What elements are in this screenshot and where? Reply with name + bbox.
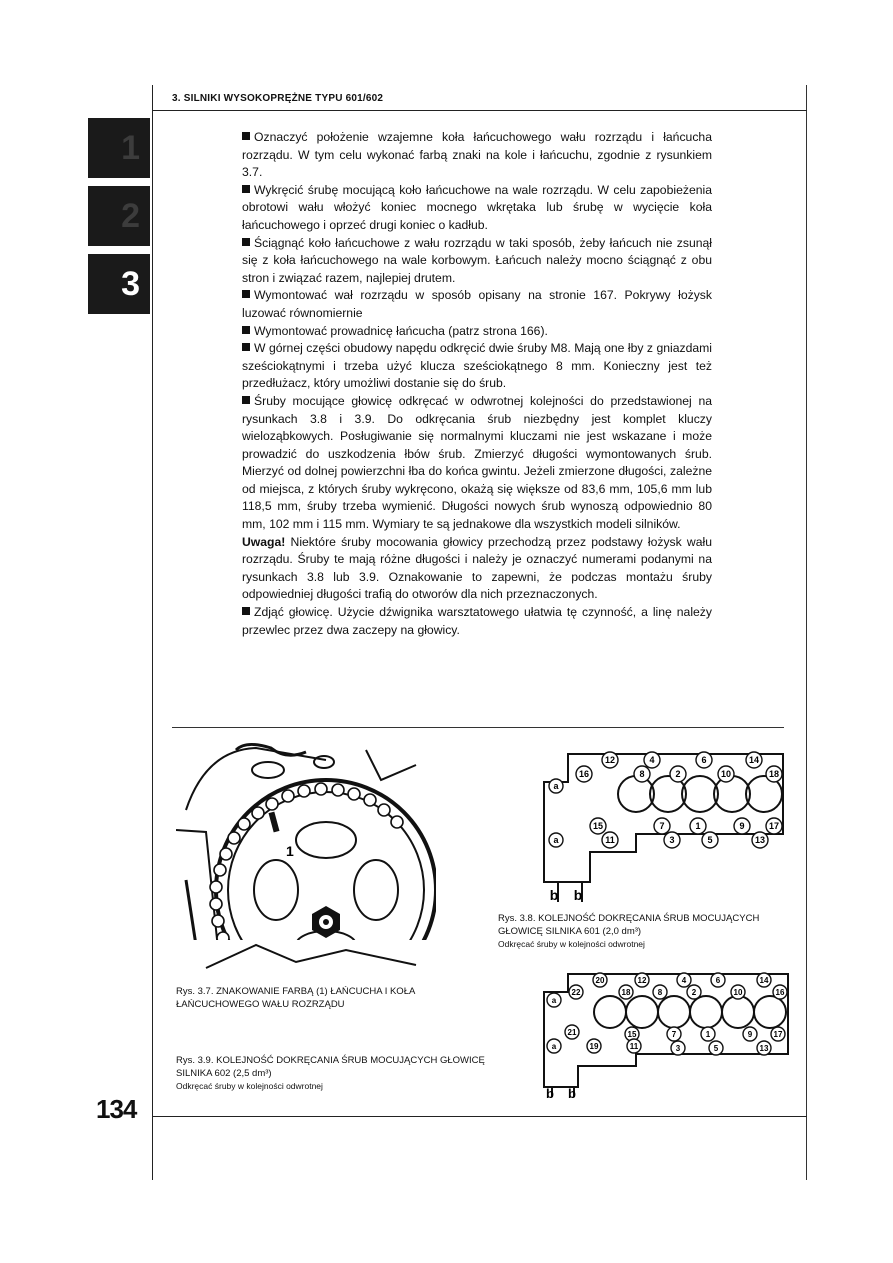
warning-paragraph: Uwaga! Niektóre śruby mocowania głowicy przechodzą przez podstawy łożysk wału rozrządu. Śruby te mają różne długości i należy je oznaczyć numerami podanymi na rysunkach 3.8 lub 3.9. Oznakowanie to zapewni, że podczas montażu śruby odpowiedniej długości trafią do otworów dla nich przeznaczonych.: [242, 534, 712, 602]
warning-label: Uwaga!: [242, 534, 286, 549]
fig39-low-1: 21: [567, 1028, 577, 1037]
fig39-top-1: 20: [595, 976, 605, 985]
bullet-icon: [242, 343, 250, 351]
fig38-side-a1: a: [553, 781, 559, 791]
fig39-top-3: 4: [681, 976, 687, 985]
bullet-icon: [242, 238, 250, 246]
fig39-mid-1: 22: [571, 988, 581, 997]
footer-divider: [152, 1116, 807, 1117]
fig39-low-6: 13: [759, 1044, 769, 1053]
section-header: 3. SILNIKI WYSOKOPRĘŻNE TYPU 601/602: [172, 93, 384, 104]
figure-divider: [172, 727, 784, 728]
fig39-side-b2: b: [568, 1086, 576, 1101]
fig38-mid-5: 18: [768, 769, 780, 779]
fig38-low-3: 5: [707, 835, 713, 845]
fig38-top-3: 6: [701, 755, 707, 765]
fig38-mid-3: 2: [675, 769, 681, 779]
fig39-mid-3: 8: [657, 988, 663, 997]
figure-3-9-note: Odkręcać śruby w kolejności odwrotnej: [176, 1081, 323, 1091]
bolt-sequence-601-diagram: [538, 742, 788, 907]
bullet-icon: [242, 396, 250, 404]
figure-3-8-note: Odkręcać śruby w kolejności odwrotnej: [498, 939, 645, 949]
fig39-side-a1: a: [551, 996, 557, 1005]
fig39-bottom-4: 9: [747, 1030, 753, 1039]
fig38-bottom-1: 15: [592, 821, 604, 831]
fig38-bottom-5: 17: [768, 821, 780, 831]
fig38-side-b2: b: [573, 887, 583, 903]
fig39-side-a2: a: [551, 1042, 557, 1051]
chapter-tabs: [88, 118, 150, 322]
fig37-callout: 1: [286, 843, 294, 859]
figure-3-7-caption: Rys. 3.7. ZNAKOWANIE FARBĄ (1) ŁAŃCUCHA I KOŁA ŁAŃCUCHOWEGO WAŁU ROZRZĄDU: [176, 986, 415, 1010]
fig38-low-2: 3: [669, 835, 675, 845]
fig39-bottom-2: 7: [671, 1030, 677, 1039]
fig39-mid-2: 18: [621, 988, 631, 997]
fig38-bottom-2: 7: [659, 821, 665, 831]
fig38-bottom-4: 9: [739, 821, 745, 831]
paragraph: Wymontować wał rozrządu w sposób opisany na stronie 167. Pokrywy łożysk luzować równomiernie: [242, 288, 712, 320]
chapter-tab-3: 3: [88, 254, 150, 314]
paragraph: W górnej części obudowy napędu odkręcić dwie śruby M8. Mają one łby z gniazdami sześciokątnymi i trzeba użyć klucza sześciokątnego 8 mm. Konieczny jest też przedłużacz, który umożliwi dostanie się do śrub.: [242, 341, 712, 391]
fig39-top-5: 14: [759, 976, 769, 985]
fig39-mid-4: 2: [691, 988, 697, 997]
fig38-side-b1: b: [549, 887, 559, 903]
paragraph: Wykręcić śrubę mocującą koło łańcuchowe na wale rozrządu. W celu zapobieżenia obrotowi wału włożyć koniec mocnego wkrętaka lub śrubę w wycięcie koła łańcuchowego i oprzeć drugi koniec o kadłub.: [242, 182, 712, 232]
timing-chain-drawing: [176, 740, 436, 978]
bullet-icon: [242, 132, 250, 140]
fig39-mid-5: 10: [733, 988, 743, 997]
paragraph: Wymontować prowadnicę łańcucha (patrz strona 166).: [242, 323, 712, 341]
chapter-tab-2: 2: [88, 186, 150, 246]
fig39-low-4: 3: [675, 1044, 681, 1053]
figure-3-9: [538, 962, 798, 1102]
fig38-top-4: 14: [748, 755, 760, 765]
bolt-sequence-602-diagram: [538, 962, 798, 1102]
fig38-low-4: 13: [754, 835, 766, 845]
fig39-bottom-3: 1: [705, 1030, 711, 1039]
fig39-top-2: 12: [637, 976, 647, 985]
fig38-low-1: 11: [605, 835, 615, 845]
fig38-mid-2: 8: [639, 769, 645, 779]
fig38-mid-4: 10: [720, 769, 732, 779]
paragraph: Zdjąć głowicę. Użycie dźwignika warsztatowego ułatwia tę czynność, a linę należy przewlec przez dwa zaczepy na głowicy.: [242, 605, 712, 637]
fig39-bottom-1: 15: [627, 1030, 637, 1039]
fig39-low-3: 11: [629, 1042, 639, 1051]
left-margin-line: [152, 85, 153, 1180]
fig39-side-b1: b: [546, 1086, 554, 1101]
bullet-icon: [242, 290, 250, 298]
paragraph: Oznaczyć położenie wzajemne koła łańcuchowego wału rozrządu i łańcucha rozrządu. W tym celu wykonać farbą znaki na kole i łańcuchu, zgodnie z rysunkiem 3.7.: [242, 130, 712, 180]
bullet-icon: [242, 185, 250, 193]
fig39-low-5: 5: [713, 1044, 719, 1053]
figure-3-7: [176, 740, 436, 978]
fig39-low-2: 19: [589, 1042, 599, 1051]
paragraph: Ściągnąć koło łańcuchowe z wału rozrządu w taki sposób, żeby łańcuch nie zsunął się z koła łańcuchowego na wale korbowym. Łańcuch należy mocno ściągnąć z obu stron i związać razem, najlepiej drutem.: [242, 235, 712, 285]
figure-3-9-caption: [176, 1054, 496, 1093]
figure-3-9-title: Rys. 3.9. KOLEJNOŚĆ DOKRĘCANIA ŚRUB MOCUJĄCYCH GŁOWICĘ SILNIKA 602 (2,5 dm³): [176, 1055, 485, 1079]
chapter-tab-1: 1: [88, 118, 150, 178]
bullet-icon: [242, 607, 250, 615]
fig39-top-4: 6: [715, 976, 721, 985]
bullet-icon: [242, 326, 250, 334]
fig38-top-2: 4: [649, 755, 655, 765]
page-number: 134: [96, 1094, 137, 1124]
fig38-side-a2: a: [553, 835, 559, 845]
fig38-bottom-3: 1: [695, 821, 701, 831]
paragraph: Śruby mocujące głowicę odkręcać w odwrotnej kolejności do przedstawionej na rysunkach 3.8 i 3.9. Do odkręcania śrub niezbędny jest komplet kluczy wieloząbkowych. Posługiwanie się normalnymi kluczami nie jest wskazane i może prowadzić do uszkodzenia łbów śrub. Zmierzyć długości wymontowanych śrub. Mierzyć od dolnej powierzchni łba do końca gwintu. Jeżeli zmierzone długości, zależne od miejsca, z których śruby wykręcono, okażą się większe od 83,6 mm, 105,6 mm lub 118,5 mm, śruby trzeba wymienić. Długości nowych śrub wynoszą odpowiednio 80 mm, 102 mm i 115 mm. Wymiary te są jednakowe dla wszystkich modeli silników.: [242, 393, 712, 532]
instructions-text: [242, 129, 712, 639]
header-divider: [152, 110, 807, 111]
fig38-top-1: 12: [604, 755, 616, 765]
fig39-bottom-5: 17: [773, 1030, 783, 1039]
right-margin-line: [806, 85, 807, 1180]
fig38-mid-1: 16: [578, 769, 590, 779]
fig39-mid-6: 16: [775, 988, 785, 997]
figure-3-8-caption: [498, 912, 798, 951]
figure-3-8: [538, 742, 788, 907]
figure-3-8-title: Rys. 3.8. KOLEJNOŚĆ DOKRĘCANIA ŚRUB MOCUJĄCYCH GŁOWICĘ SILNIKA 601 (2,0 dm³): [498, 913, 760, 937]
